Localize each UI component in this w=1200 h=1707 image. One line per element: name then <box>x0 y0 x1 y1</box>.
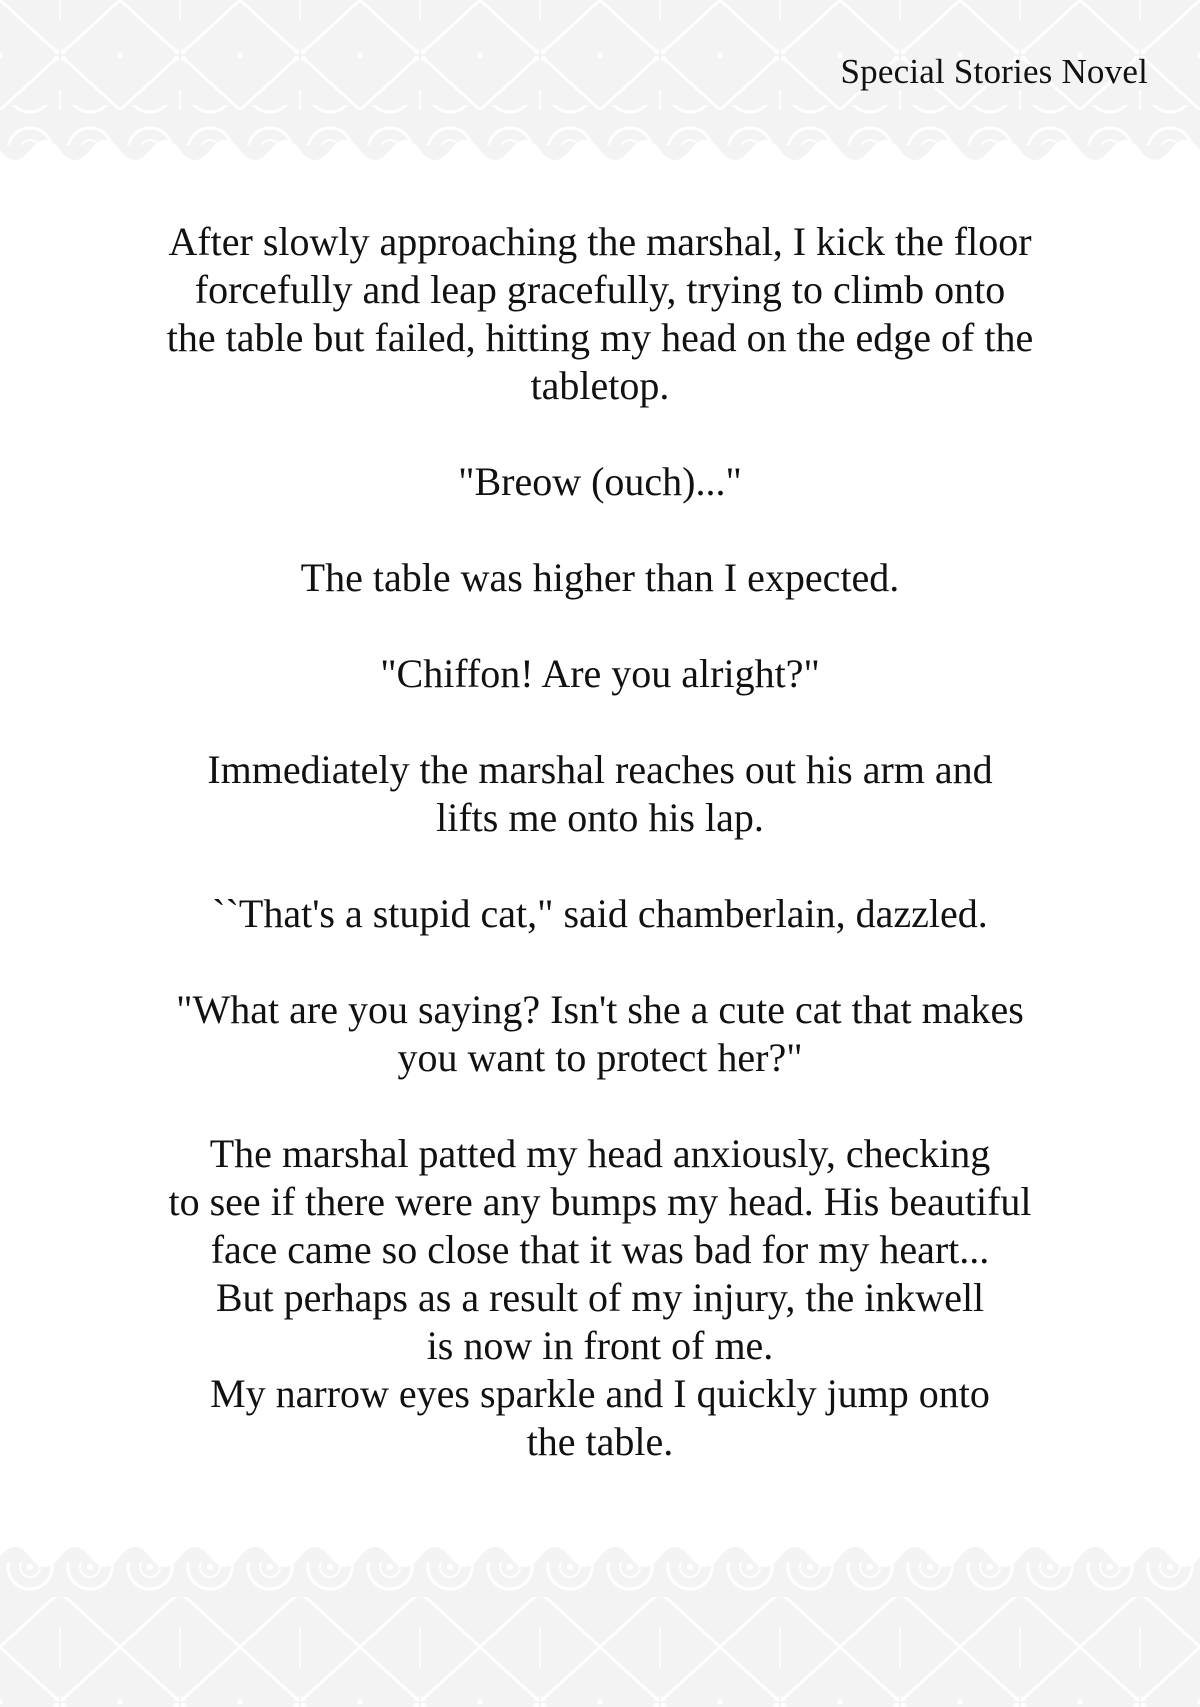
story-paragraph <box>100 746 1100 842</box>
story-line: But perhaps as a result of my injury, the inkwell <box>215 1275 985 1320</box>
story-line: the table but failed, hitting my head on the edge of the <box>166 315 1034 360</box>
story-line: the table. <box>526 1419 674 1464</box>
story-line: After slowly approaching the marshal, I kick the floor <box>168 219 1032 264</box>
bottom-lace-border <box>0 1537 1200 1707</box>
story-line: The table was higher than I expected. <box>300 555 900 600</box>
story-line: is now in front of me. <box>426 1323 774 1368</box>
story-line: face came so close that it was bad for my heart... <box>210 1227 990 1272</box>
story-paragraph <box>100 218 1100 410</box>
story-line: to see if there were any bumps my head. His beautiful <box>168 1179 1032 1224</box>
story-line: Immediately the marshal reaches out his arm and <box>207 747 993 792</box>
story-text <box>100 218 1100 1514</box>
story-line: lifts me onto his lap. <box>436 795 764 840</box>
story-line: The marshal patted my head anxiously, checking <box>209 1131 991 1176</box>
story-paragraph <box>100 554 1100 602</box>
lace-pattern-bottom <box>0 1537 1200 1707</box>
story-paragraph <box>100 986 1100 1082</box>
story-line: you want to protect her?" <box>397 1035 803 1080</box>
story-paragraph <box>100 890 1100 938</box>
page-header-title: Special Stories Novel <box>840 52 1148 91</box>
story-paragraph <box>100 1130 1100 1466</box>
story-line: ``That's a stupid cat," said chamberlain, dazzled. <box>212 891 988 936</box>
story-line: "Chiffon! Are you alright?" <box>380 651 820 696</box>
story-paragraph <box>100 458 1100 506</box>
story-line: forcefully and leap gracefully, trying to climb onto <box>194 267 1006 312</box>
story-line: "What are you saying? Isn't she a cute cat that makes <box>176 987 1024 1032</box>
story-line: tabletop. <box>530 363 670 408</box>
story-line: "Breow (ouch)..." <box>458 459 742 504</box>
story-paragraph <box>100 650 1100 698</box>
story-line: My narrow eyes sparkle and I quickly jump onto <box>210 1371 990 1416</box>
